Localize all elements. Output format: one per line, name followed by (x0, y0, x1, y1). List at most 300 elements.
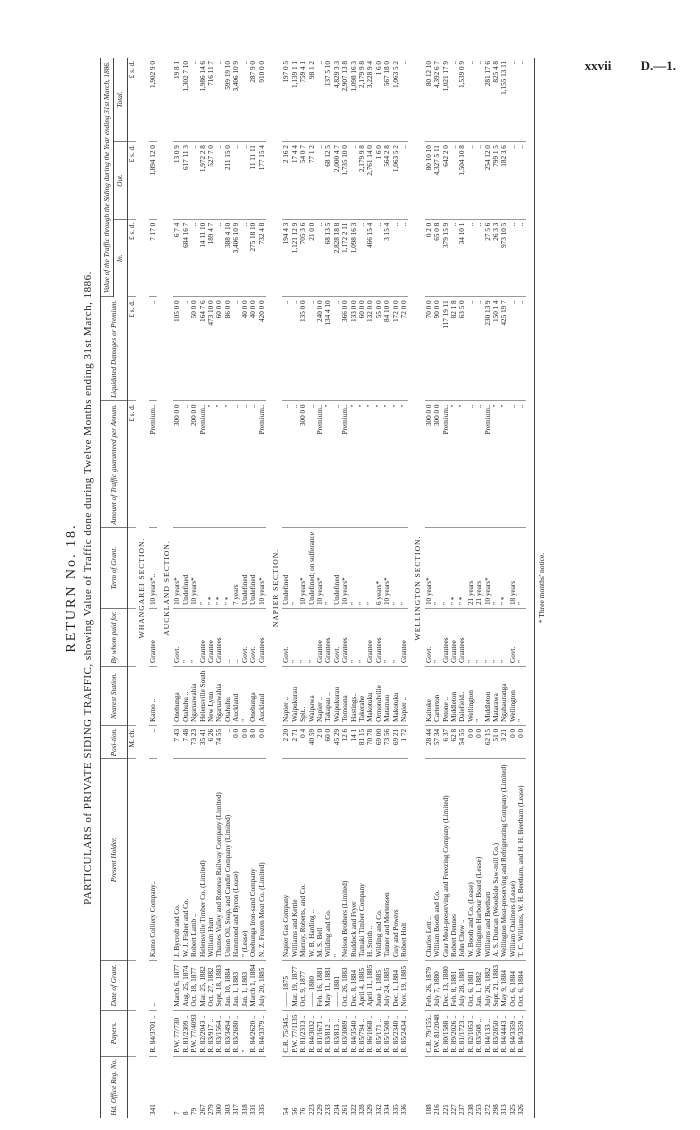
table-cell: 1,121 12 9 (291, 219, 299, 297)
table-cell: 80 10 10 (425, 142, 433, 220)
table-cell: " (350, 401, 358, 528)
table-cell: 1,098 16 3 (350, 219, 358, 297)
table-row (375, 58, 383, 1118)
document-code: D.—1. (640, 58, 676, 73)
table-cell: .. (333, 401, 341, 528)
table-cell: H. Smith .. (366, 759, 374, 961)
table-cell: Grantee (207, 609, 215, 667)
table-cell: 3,406 10 9 (232, 219, 240, 297)
table-cell: 197 0 5 (282, 58, 290, 142)
table-cell: .. (467, 142, 475, 220)
table-cell: " (450, 401, 458, 528)
col-station: Nearest Station. (101, 666, 128, 725)
table-cell: 133 0 0 (350, 297, 358, 401)
table-cell: Auckland (258, 666, 266, 725)
table-cell: R. 81/2313 .. (299, 1010, 307, 1056)
table-cell: " (458, 401, 466, 528)
table-cell: .. (282, 401, 290, 528)
table-cell: .. (517, 58, 525, 142)
table-cell: Premium.. (149, 401, 157, 528)
table-cell: Feb. 16, 1881 (316, 960, 324, 1010)
table-row (207, 58, 215, 1118)
table-cell: .. (509, 219, 517, 297)
col-total: Total. (114, 58, 127, 142)
table-cell: Middleton (484, 666, 492, 725)
table-cell: 54 55 (458, 725, 466, 759)
table-cell: 10 years* (341, 528, 349, 609)
table-cell: 684 16 7 (182, 219, 190, 297)
table-cell: 1,902 9 0 (149, 58, 157, 142)
table-cell: C.R. 75/345.. (282, 1010, 290, 1056)
table-cell: .. (450, 142, 458, 220)
table-cell: Tanner and Mortensen (383, 759, 391, 961)
table-cell: 261 (341, 1104, 350, 1115)
table-cell: 973 10 5 (500, 219, 508, 297)
table-cell: " (241, 666, 249, 725)
table-cell: .. (333, 297, 341, 401)
table-cell: P.W. 77/730 (173, 1010, 181, 1056)
table-cell: Oct. 6, 1884 (509, 960, 517, 1010)
table-cell: R. 86/1068 .. (366, 1010, 374, 1056)
table-cell: Premium.. (341, 401, 349, 528)
table-cell: 4,392 6 7 (433, 58, 441, 142)
table-cell: 27 5 6 (484, 219, 492, 297)
table-cell: 279 (207, 1104, 216, 1115)
table-cell: 230 13 9 (484, 297, 492, 401)
table-cell: Govt. (333, 609, 341, 667)
table-cell: 300 0 0 (433, 401, 441, 528)
table-cell: Hammond and Byron (Lease) (232, 759, 240, 961)
table-cell: 0 2 0 (425, 219, 433, 297)
table-cell: .. (291, 297, 299, 401)
table-cell: 82 1 8 (450, 297, 458, 401)
table-row (475, 58, 483, 1118)
table-cell: 2,907 13 8 (341, 58, 349, 142)
table-cell: R. 81/1723 .. (458, 1010, 466, 1056)
table-cell: Grantees (258, 609, 266, 667)
table-cell: " (475, 666, 483, 725)
table-cell: Grantee (450, 609, 458, 667)
table-cell: 466 15 4 (366, 219, 374, 297)
table-cell: " (517, 528, 525, 609)
table-row (425, 58, 433, 1118)
table-row (282, 58, 290, 1118)
table-cell: R. 83/1564 .. (215, 1010, 223, 1056)
table-row (149, 58, 157, 1118)
table-cell: " * (450, 528, 458, 609)
table-cell: Undefined (241, 528, 249, 609)
table-row (392, 58, 400, 1118)
table-cell: Sept. 21, 1883 (492, 960, 500, 1010)
table-cell: " (492, 609, 500, 667)
table-cell: Govt. (509, 609, 517, 667)
table-cell: 21 0 0 (308, 219, 316, 297)
table-cell: Undefined (249, 528, 257, 609)
table-cell: 18 years (509, 528, 517, 609)
table-row (500, 58, 508, 1118)
table-cell: 98 1 2 (308, 58, 316, 142)
table-cell: Onehunga Iron-sand Company (249, 759, 257, 961)
table-cell: R. 83/3494 .. (224, 1010, 232, 1056)
table-cell: Tamaki Timber Company (358, 759, 366, 961)
table-cell: 237 (458, 1104, 467, 1115)
table-cell: Gear Meat-preserving and Freezing Company (Limited) (442, 759, 450, 961)
table-cell: M. S. Bell (316, 759, 324, 961)
table-cell: 6 26 (207, 725, 215, 759)
section-header-row (270, 58, 282, 1118)
table-cell: 132 0 0 (366, 297, 374, 401)
table-cell: 0 0 (517, 725, 525, 759)
table-cell: 135 0 0 (299, 297, 307, 401)
table-cell: .. (475, 401, 483, 528)
table-cell: 0 0 (475, 725, 483, 759)
table-row (433, 58, 441, 1118)
table-cell: " (350, 609, 358, 667)
table-cell: 298 (492, 1104, 501, 1115)
table-cell: .. (190, 58, 198, 142)
table-cell: Hastings.. (350, 666, 358, 725)
table-cell: Oct. 27, 1882 (207, 960, 215, 1010)
table-cell: Napier .. (400, 666, 408, 725)
table-cell: 10 years* (258, 528, 266, 609)
table-cell: 325 (508, 1104, 517, 1115)
table-row (450, 58, 458, 1118)
table-cell: 303 (223, 1104, 232, 1115)
table-cell: 2 20 (282, 725, 290, 759)
table-row (509, 58, 517, 1118)
table-cell: Sept. 18, 1883 (215, 960, 223, 1010)
table-cell: Wellington Harbour Board (Lease) (475, 759, 483, 961)
table-cell: 300 (215, 1104, 224, 1115)
table-cell: 420 0 0 (258, 297, 266, 401)
table-cell: 73 56 (383, 725, 391, 759)
table-cell: 60 0 0 (215, 297, 223, 401)
table-cell: " (366, 401, 374, 528)
table-cell: R. 85/1508 .. (383, 1010, 391, 1056)
table-cell: Jan. 1, 1882 (475, 960, 483, 1010)
table-cell: Takerahe (358, 666, 366, 725)
table-cell: Onehunga (249, 666, 257, 725)
table-cell: 51 0 (492, 725, 500, 759)
table-cell: .. (232, 401, 240, 528)
table-cell: " (366, 528, 374, 609)
table-cell: 1,735 10 0 (341, 142, 349, 220)
table-cell: R. 81/2309 .. (182, 1010, 190, 1056)
unit-label: M. ch. (127, 725, 136, 759)
table-cell: " (383, 609, 391, 667)
table-cell: 322 (349, 1104, 358, 1115)
table-cell: 45 29 (333, 725, 341, 759)
table-cell: 326 (517, 1104, 526, 1115)
table-cell: Dec. 13, 1880 (442, 960, 450, 1010)
table-cell: R. 84/3540 .. (350, 1010, 358, 1056)
table-cell: 10 years* (190, 528, 198, 609)
table-cell: 0 0 (509, 725, 517, 759)
table-cell: April 4, 1885 (358, 960, 366, 1010)
table-cell: 6 years* (375, 528, 383, 609)
table-cell: 11 11 11 (249, 142, 257, 220)
table-cell: 14 1 (350, 725, 358, 759)
table-cell: 81 15 (358, 725, 366, 759)
table-cell: 40 0 0 (241, 297, 249, 401)
table-cell: R. 83/2680 .. (232, 1010, 240, 1056)
table-cell: 10 years* (484, 528, 492, 609)
table-cell: .. (215, 142, 223, 220)
table-cell: Petone .. (442, 666, 450, 725)
table-cell: Jan. 10, 1884 (224, 960, 232, 1010)
table-cell: 1,172 2 11 (341, 219, 349, 297)
table-cell: 388 4 10 (224, 219, 232, 297)
table-cell: 300 0 0 (425, 401, 433, 528)
table-cell: 3,406 10 9 (232, 58, 240, 142)
table-cell: 90 0 0 (433, 297, 441, 401)
table-cell: 188 (424, 1104, 433, 1115)
table-cell: 473 10 0 (207, 297, 215, 401)
col-damages: Liquidated Damages or Premium. (101, 297, 128, 401)
table-cell: Helensville South (199, 666, 207, 725)
table-cell: Grantee (366, 609, 374, 667)
table-cell: Napier .. (282, 666, 290, 725)
table-cell: 35 41 (199, 725, 207, 759)
table-cell: 86 0 0 (224, 297, 232, 401)
table-cell: 1,063 5 2 (392, 58, 400, 142)
table-cell: Grantee (199, 609, 207, 667)
table-cell: Spit.. (299, 666, 307, 725)
table-cell: .. (375, 219, 383, 297)
table-cell: R. 84/4443 .. (500, 1010, 508, 1056)
table-cell: Onehunga (173, 666, 181, 725)
table-cell: Tomoana (341, 666, 349, 725)
table-cell: 57 34 (433, 725, 441, 759)
table-cell: 177 15 4 (258, 142, 266, 220)
unit-label: £ s. d. (127, 219, 136, 297)
table-cell: 335 (257, 1104, 266, 1115)
table-cell: 69 21 (392, 725, 400, 759)
col-papers: Papers. (101, 1010, 128, 1056)
table-cell: Thames Valley and Rotorua Railway Company (Limited) (215, 759, 223, 961)
table-cell: 60 0 (324, 725, 332, 759)
table-cell: 3,228 9 4 (366, 58, 374, 142)
table-cell: " (517, 609, 525, 667)
table-row (258, 58, 266, 1118)
table-cell: 1,098 16 3 (350, 58, 358, 142)
table-cell: 10 years* (299, 528, 307, 609)
table-cell: 328 (357, 1104, 366, 1115)
table-cell: 72 0 0 (400, 297, 408, 401)
table-cell: " (400, 401, 408, 528)
table-cell: Grantees (442, 609, 450, 667)
table-cell: Helensville Timber Co. (Limited) (199, 759, 207, 961)
table-cell: Wellington (467, 666, 475, 725)
table-cell: 2 71 (291, 725, 299, 759)
table-cell: 62 8 (450, 725, 458, 759)
table-cell: 2 0 (316, 725, 324, 759)
table-cell: Kaitoke (425, 666, 433, 725)
table-row (224, 58, 232, 1118)
spacer-row (526, 58, 530, 1118)
table-cell: 599 19 10 (224, 58, 232, 142)
table-cell: 379 15 9 (442, 219, 450, 297)
table-row (358, 58, 366, 1118)
table-cell: R. 84/3701 .. (149, 1010, 157, 1056)
table-cell: Govt. (425, 609, 433, 667)
table-cell: " (207, 401, 215, 528)
table-cell: " (299, 609, 307, 667)
table-cell: .. (517, 401, 525, 528)
table-row (299, 58, 307, 1118)
table-cell: 1,986 14 6 (199, 58, 207, 142)
table-cell: " * (215, 528, 223, 609)
table-cell: 69 00 (375, 725, 383, 759)
table-cell: Aug. 25, 1874 (182, 960, 190, 1010)
table-cell: John Chew .. (458, 759, 466, 961)
table-cell: William Booth and Co. (433, 759, 441, 961)
col-guaranteed: Amount of Traffic guaranteed per Annum. (101, 401, 128, 528)
table-cell: 1 6 0 (375, 58, 383, 142)
table-cell: 240 0 0 (316, 297, 324, 401)
table-cell: .. (224, 609, 232, 667)
table-cell: .. (400, 58, 408, 142)
table-cell: July 26, 1882 (484, 960, 492, 1010)
table-cell: 366 0 0 (341, 297, 349, 401)
table-cell: .. (509, 297, 517, 401)
page-title: RETURN No. 18. (64, 523, 79, 653)
table-cell: 227 (450, 1104, 459, 1115)
table-cell: .. (190, 142, 198, 220)
table-cell: " (433, 528, 441, 609)
table-cell: 1,139 1 1 (291, 58, 299, 142)
table-cell: " (442, 528, 450, 609)
siding-traffic-table (100, 58, 530, 1118)
table-cell: .. (475, 142, 483, 220)
table-cell: .. (241, 219, 249, 297)
table-cell: 216 (433, 1104, 442, 1115)
table-cell: Grantee (400, 609, 408, 667)
table-cell: C.R. 79/155.. (425, 1010, 433, 1056)
table-row (442, 58, 450, 1118)
table-cell: 70 0 0 (425, 297, 433, 401)
table-cell: " (291, 528, 299, 609)
table-cell: 272 (483, 1104, 492, 1115)
table-cell: 223 (307, 1104, 316, 1115)
table-cell: Dec. 1, 1884 (392, 960, 400, 1010)
col-term: Term of Grant. (101, 528, 128, 609)
table-cell: 40 59 (308, 725, 316, 759)
table-cell: 7 (173, 1111, 182, 1115)
table-cell: 60 0 0 (358, 297, 366, 401)
table-cell: 194 4 3 (282, 219, 290, 297)
table-cell: March 1, 1884 (249, 960, 257, 1010)
table-cell: —— 1880 (308, 960, 316, 1010)
table-cell: 221 (441, 1104, 450, 1115)
table-cell: 189 4 7 (207, 219, 215, 297)
table-cell: 4,829 3 3 (333, 58, 341, 142)
table-cell: 253 (475, 1104, 484, 1115)
table-cell: New Lynn (207, 666, 215, 725)
table-cell: Undefined (333, 528, 341, 609)
table-cell: " (392, 528, 400, 609)
table-cell: 65 0 8 (433, 219, 441, 297)
table-cell: 77 1 2 (308, 142, 316, 220)
table-cell: July 28, 1881 (458, 960, 466, 1010)
table-cell: R. 85/2340 .. (392, 1010, 400, 1056)
table-cell: 1,063 5 2 (392, 142, 400, 220)
table-cell: 54 0 7 (299, 142, 307, 220)
table-cell: 332 (374, 1104, 383, 1115)
table-cell: 275 18 10 (249, 219, 257, 297)
table-cell: " (215, 401, 223, 528)
table-cell: Wilding and Co. (375, 759, 383, 961)
table-cell: .. (232, 142, 240, 220)
table-cell: Govt. (282, 609, 290, 667)
table-cell: .. (149, 297, 157, 401)
table-cell: 0 0 (258, 725, 266, 759)
section-title: NAPIER SECTION. (270, 548, 280, 628)
table-cell: 318 (240, 1104, 249, 1115)
table-cell: 10 years* (316, 528, 324, 609)
table-row (241, 58, 249, 1118)
table-cell: Union Oil, Soap, and Candle Company (Limited) (224, 759, 232, 961)
table-cell: .. (241, 401, 249, 528)
table-row (341, 58, 349, 1118)
table-cell: .. (392, 219, 400, 297)
footnote: * Three months' notice. (534, 58, 546, 1118)
table-cell: .. (241, 142, 249, 220)
table-cell: " (375, 401, 383, 528)
table-cell: " (500, 609, 508, 667)
rotated-page (60, 58, 680, 1118)
table-cell: Mar. 19, 1877 (291, 960, 299, 1010)
table-cell: Matamau (383, 666, 391, 725)
table-cell: 73 23 (190, 725, 198, 759)
table-cell: Jan. 1, 1883 (241, 960, 249, 1010)
table-cell: 74 55 (215, 725, 223, 759)
table-cell: R. 83/917 .. (207, 1010, 215, 1056)
table-cell: Ruddock and Fryer (350, 759, 358, 961)
table-cell: 63 5 0 (458, 297, 466, 401)
table-cell: 3 15 4 (383, 219, 391, 297)
table-cell: Nov. 19, 1885 (400, 960, 408, 1010)
table-cell: 910 0 0 (258, 58, 266, 142)
table-cell: 0 0 (232, 725, 240, 759)
table-cell: R. 85/794 .. (358, 1010, 366, 1056)
table-cell: .. (316, 58, 324, 142)
unit-label: £ s. d. (127, 142, 136, 220)
table-row (182, 58, 190, 1118)
table-cell: 34 10 1 (458, 219, 466, 297)
table-row (492, 58, 500, 1118)
table-cell: " (392, 609, 400, 667)
table-cell: Makotuku (392, 666, 400, 725)
table-cell: Takapau .. (324, 666, 332, 725)
table-cell: R. 85/2434 .. (400, 1010, 408, 1056)
table-cell: 732 4 8 (258, 219, 266, 297)
table-cell: Robert Lamb .. (190, 759, 198, 961)
table-cell: Williams and Kettle (291, 759, 299, 961)
table-cell: William Hunt (207, 759, 215, 961)
table-cell: .. (517, 297, 525, 401)
table-cell: 84 10 0 (383, 297, 391, 401)
table-cell: .. (517, 219, 525, 297)
header-row (101, 58, 114, 1118)
table-cell: " (467, 609, 475, 667)
table-cell: " * (500, 528, 508, 609)
table-cell: 254 12 0 (484, 142, 492, 220)
table-cell: " (190, 609, 198, 667)
table-cell: " (350, 528, 358, 609)
table-cell: R. 81/1671 .. (316, 1010, 324, 1056)
table-cell: —— 1875 (282, 960, 290, 1010)
